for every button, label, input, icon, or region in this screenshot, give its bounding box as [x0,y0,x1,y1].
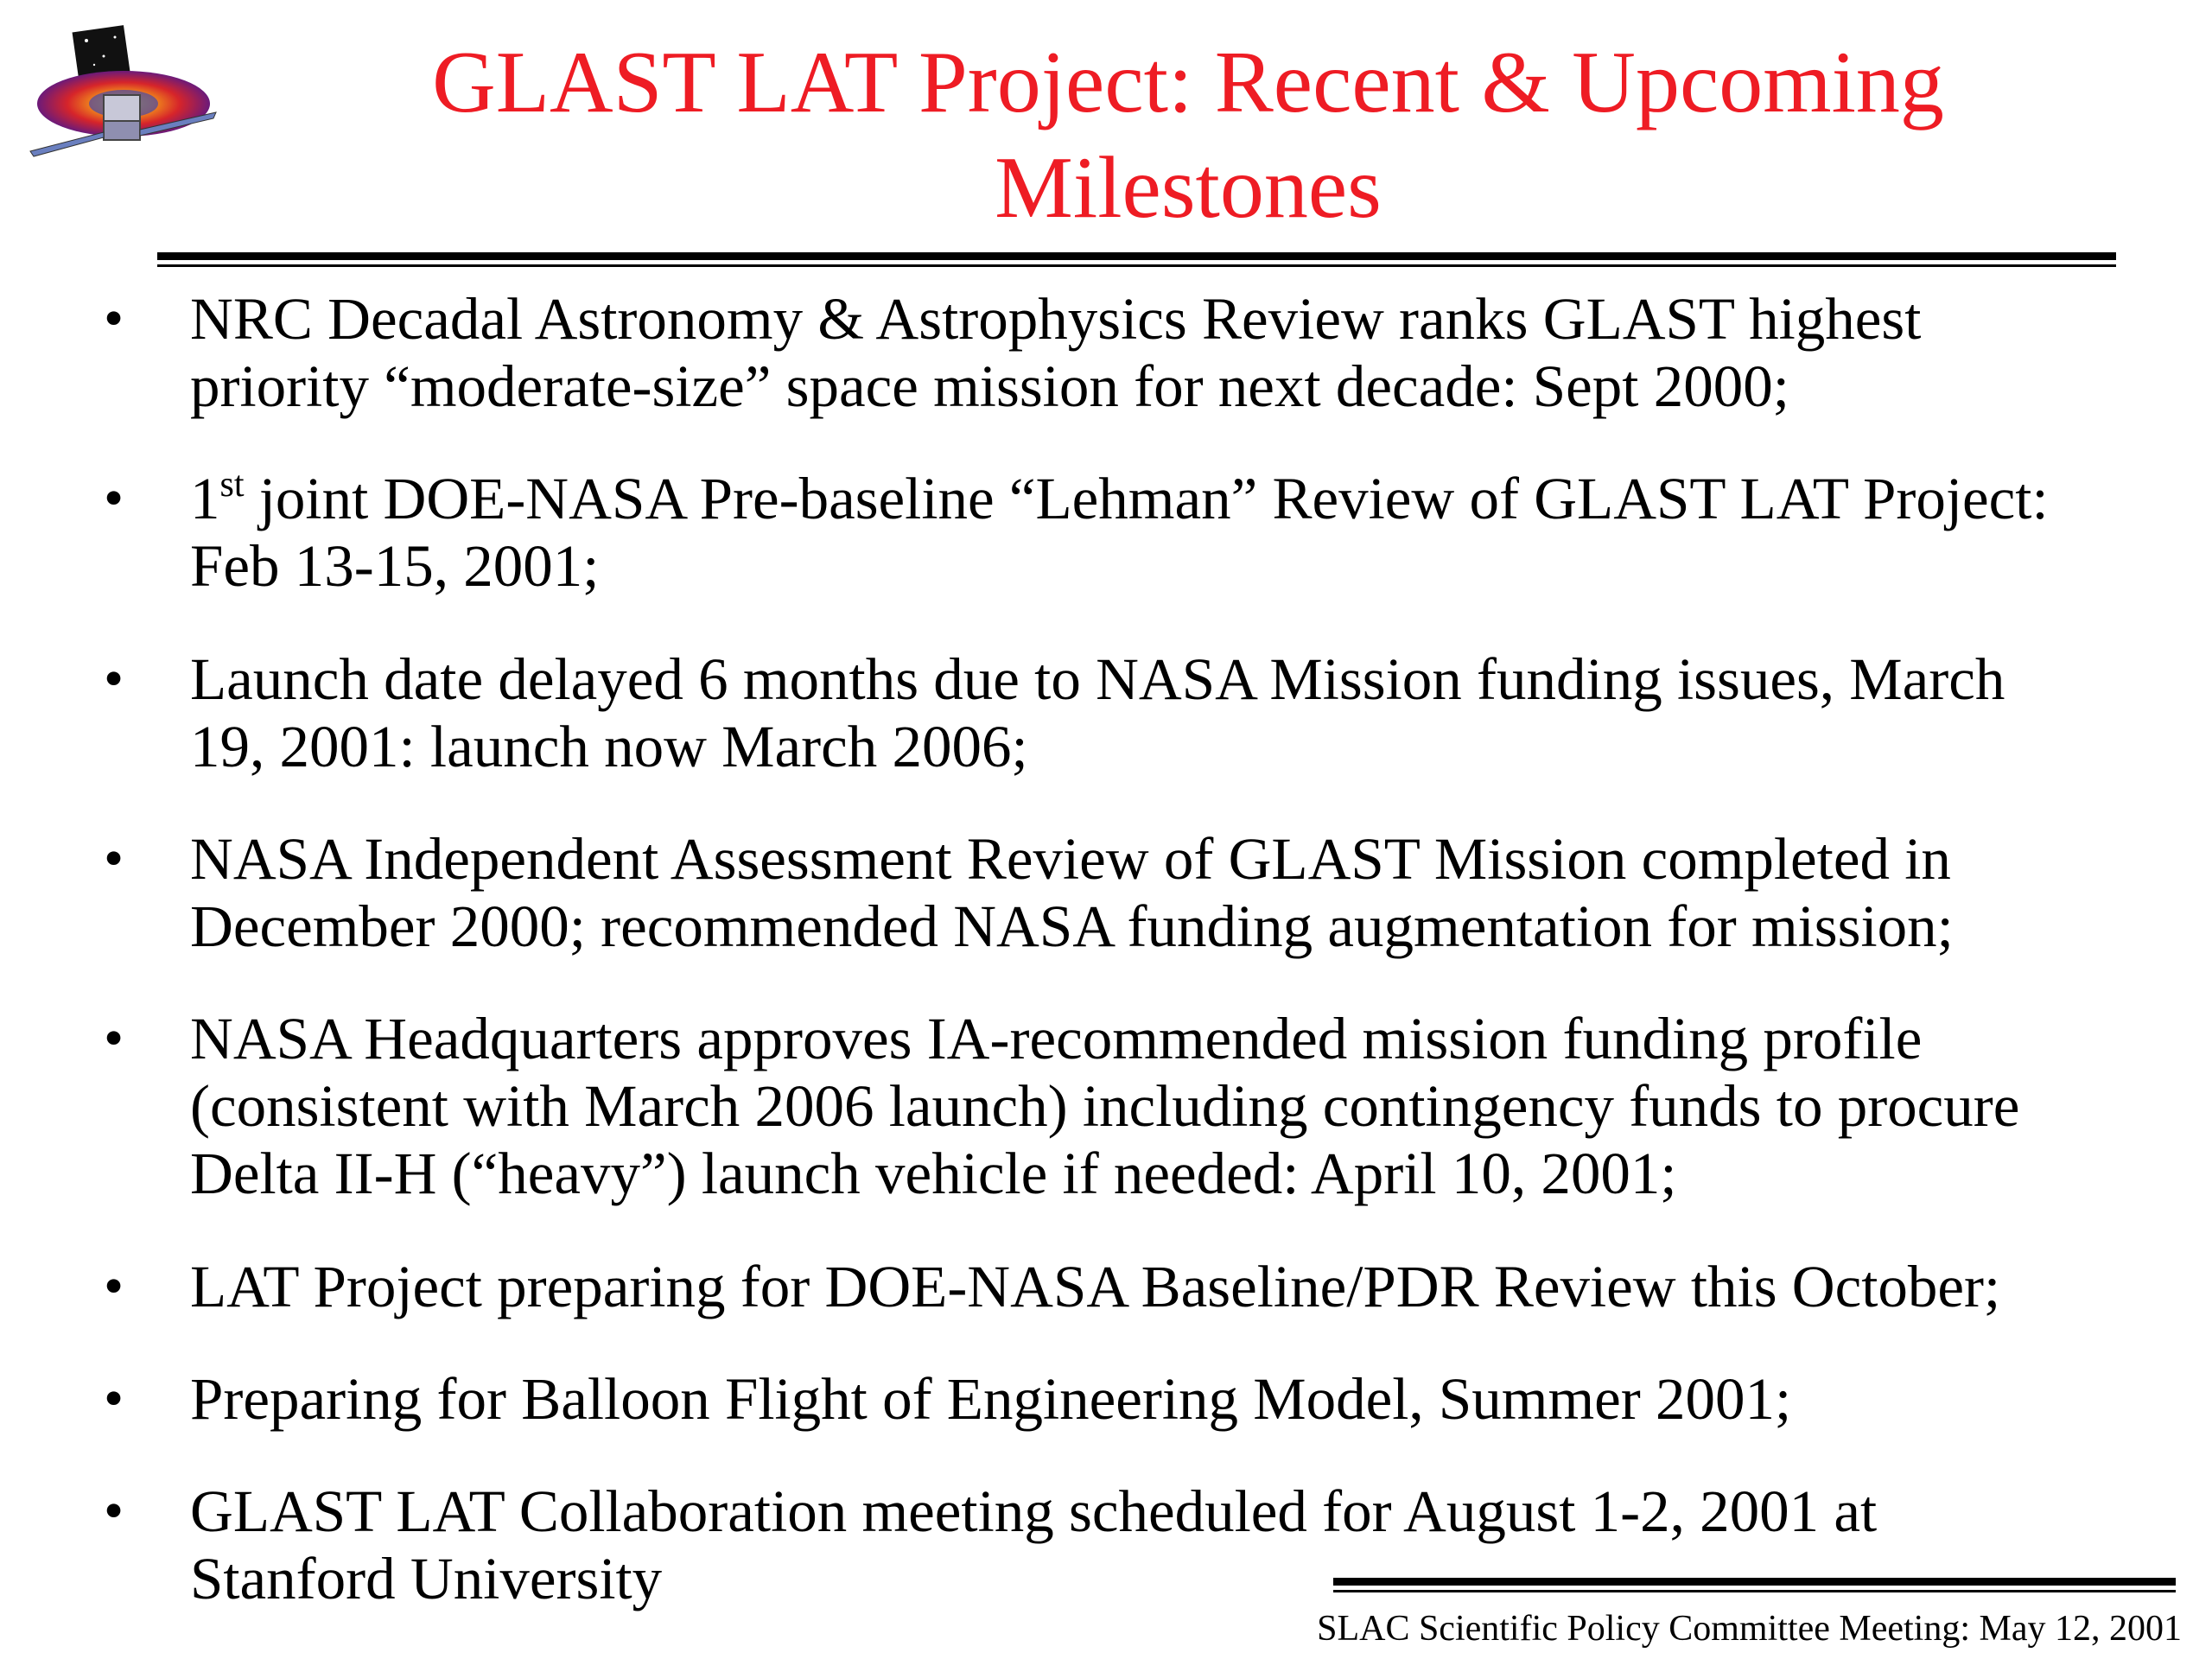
bullet-text: Launch date delayed 6 months due to NASA Mission funding issues, March 19, 2001: launch now March 2006; [190,646,2005,779]
bullet-text: NASA Headquarters approves IA-recommended mission funding profile (consistent with March 2006 launch) including contingency funds to procure Delta II-H (“heavy”) launch vehicle if needed: April 10, 2001; [190,1006,2020,1206]
footer-divider-thin [1333,1590,2176,1592]
bullet-glyph: • [104,1007,124,1070]
bullet-glyph: • [104,647,124,710]
bullet-glyph: • [104,827,124,890]
footer-divider-thick [1333,1578,2176,1586]
title-divider-thick [157,252,2116,260]
bullet-text-body: joint DOE-NASA Pre-baseline “Lehman” Review of GLAST LAT Project: Feb 13-15, 2001; [190,466,2049,599]
bullet-text: NRC Decadal Astronomy & Astrophysics Review ranks GLAST highest priority “moderate-size” space mission for next decade: Sept 2000; [190,286,1922,419]
bullet-glyph: • [104,287,124,350]
ordinal-suffix: st [219,465,245,505]
glast-satellite-logo-icon [22,22,220,168]
bullet-text [190,465,2177,600]
slide-title: GLAST LAT Project: Recent & Upcoming Milestones [432,34,1944,237]
bullet-text: LAT Project preparing for DOE-NASA Baseline/PDR Review this October; [190,1254,2001,1319]
bullet-text: GLAST LAT Collaboration meeting scheduled for August 1-2, 2001 at Stanford University [190,1478,1878,1611]
title-divider-thin [157,264,2116,267]
bullet-text: NASA Independent Assessment Review of GLAST Mission completed in December 2000; recommended NASA funding augmentation for mission; [190,826,1954,959]
footer-text: SLAC Scientific Policy Committee Meeting: May 12, 2001 [1317,1609,2182,1649]
bullet-glyph: • [104,467,124,530]
ordinal-number: 1 [190,466,220,531]
bullet-glyph: • [104,1255,124,1318]
bullet-text: Preparing for Balloon Flight of Engineering Model, Summer 2001; [190,1366,1792,1432]
bullet-glyph: • [104,1479,124,1542]
bullet-glyph: • [104,1367,124,1430]
